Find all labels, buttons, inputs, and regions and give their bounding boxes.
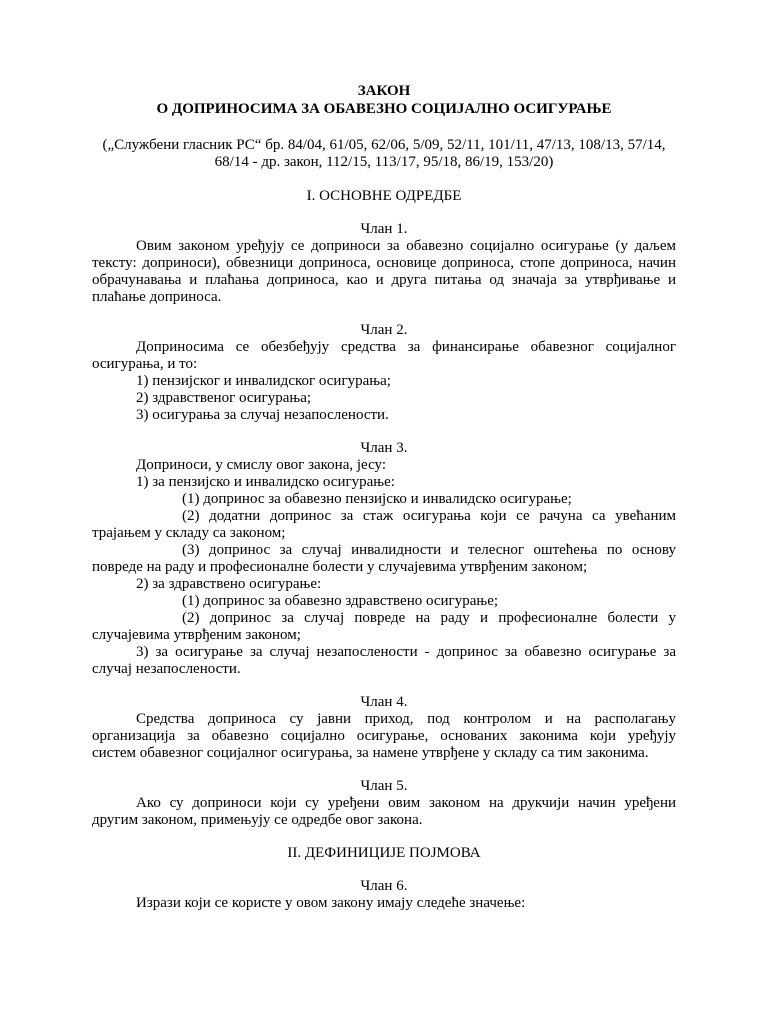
sub-list-item: (1) допринос за обавезно пензијско и инвалидско осигурање; bbox=[182, 491, 572, 507]
article-text-line: трајањем у складу са законом; bbox=[92, 525, 286, 541]
sub-list-item: (2) додатни допринос за стаж осигурања који се рачуна са увећаним bbox=[182, 508, 676, 524]
article-text-line: плаћање доприноса. bbox=[92, 289, 222, 305]
list-item: 2) за здравствено осигурање: bbox=[136, 576, 322, 592]
list-item: 3) осигурања за случај незапослености. bbox=[136, 407, 389, 423]
article-text-line: обрачунавања и плаћања доприноса, као и друга питања од значаја за утврђивање и bbox=[92, 272, 676, 288]
article-text-line: Овим законом уређују се доприноси за обавезно социјално осигурање (у даљем bbox=[136, 238, 676, 254]
list-item: 2) здравственог осигурања; bbox=[136, 390, 312, 406]
section-heading: I. ОСНОВНЕ ОДРЕДБЕ bbox=[306, 188, 462, 204]
article-text-line: случај незапослености. bbox=[92, 661, 241, 677]
article-heading: Члан 6. bbox=[360, 878, 408, 894]
gazette-line-2: 68/14 - др. закон, 112/15, 113/17, 95/18, 86/19, 153/20) bbox=[214, 154, 554, 170]
article-text-line: Средства доприноса су јавни приход, под контролом и на располагању bbox=[136, 711, 676, 727]
list-item: 1) за пензијско и инвалидско осигурање: bbox=[136, 474, 395, 490]
list-item: 3) за осигурање за случај незапослености - допринос за обавезно осигурање за bbox=[136, 644, 676, 660]
article-text-line: Изрази који се користе у овом закону имају следеће значење: bbox=[136, 895, 526, 911]
article-text-line: повреде на раду и професионалне болести у случајевима утврђеним законом; bbox=[92, 559, 588, 575]
article-text-line: другим законом, примењују се одредбе овог закона. bbox=[92, 812, 423, 828]
sub-list-item: (3) допринос за случај инвалидности и телесног оштећења по основу bbox=[182, 542, 676, 558]
article-heading: Члан 2. bbox=[360, 322, 408, 338]
article-text-line: Доприносима се обезбеђују средства за финансирање обавезног социјалног bbox=[136, 339, 676, 355]
article-text-line: Доприноси, у смислу овог закона, јесу: bbox=[136, 457, 386, 473]
section-heading: II. ДЕФИНИЦИЈЕ ПОЈМОВА bbox=[287, 845, 481, 861]
article-text-line: Ако су доприноси који су уређени овим законом на друкчији начин уређени bbox=[136, 795, 676, 811]
sub-list-item: (2) допринос за случај повреде на раду и професионалне болести у bbox=[182, 610, 676, 626]
article-heading: Члан 1. bbox=[360, 221, 408, 237]
list-item: 1) пензијског и инвалидског осигурања; bbox=[136, 373, 391, 389]
law-subtitle: О ДОПРИНОСИМА ЗА ОБАВЕЗНО СОЦИЈАЛНО ОСИГУРАЊЕ bbox=[156, 101, 612, 117]
article-heading: Члан 4. bbox=[360, 694, 408, 710]
article-heading: Члан 5. bbox=[360, 778, 408, 794]
article-text-line: тексту: доприноси), обвезници доприноса, основице доприноса, стопе доприноса, начин bbox=[92, 255, 676, 271]
law-title: ЗАКОН bbox=[357, 83, 411, 99]
article-text-line: осигурања, и то: bbox=[92, 356, 198, 372]
sub-list-item: (1) допринос за обавезно здравствено осигурање; bbox=[182, 593, 499, 609]
article-text-line: систем обавезног социјалног осигурања, за намене утврђене у складу са тим законима. bbox=[92, 745, 649, 761]
article-heading: Члан 3. bbox=[360, 440, 408, 456]
gazette-line-1: („Службени гласник РС“ бр. 84/04, 61/05, 62/06, 5/09, 52/11, 101/11, 47/13, 108/13, 57/14, bbox=[102, 137, 666, 153]
article-text-line: случајевима утврђеним законом; bbox=[92, 627, 301, 643]
article-text-line: организација за обавезно социјално осигурање, основаних законима који уређују bbox=[92, 728, 676, 744]
